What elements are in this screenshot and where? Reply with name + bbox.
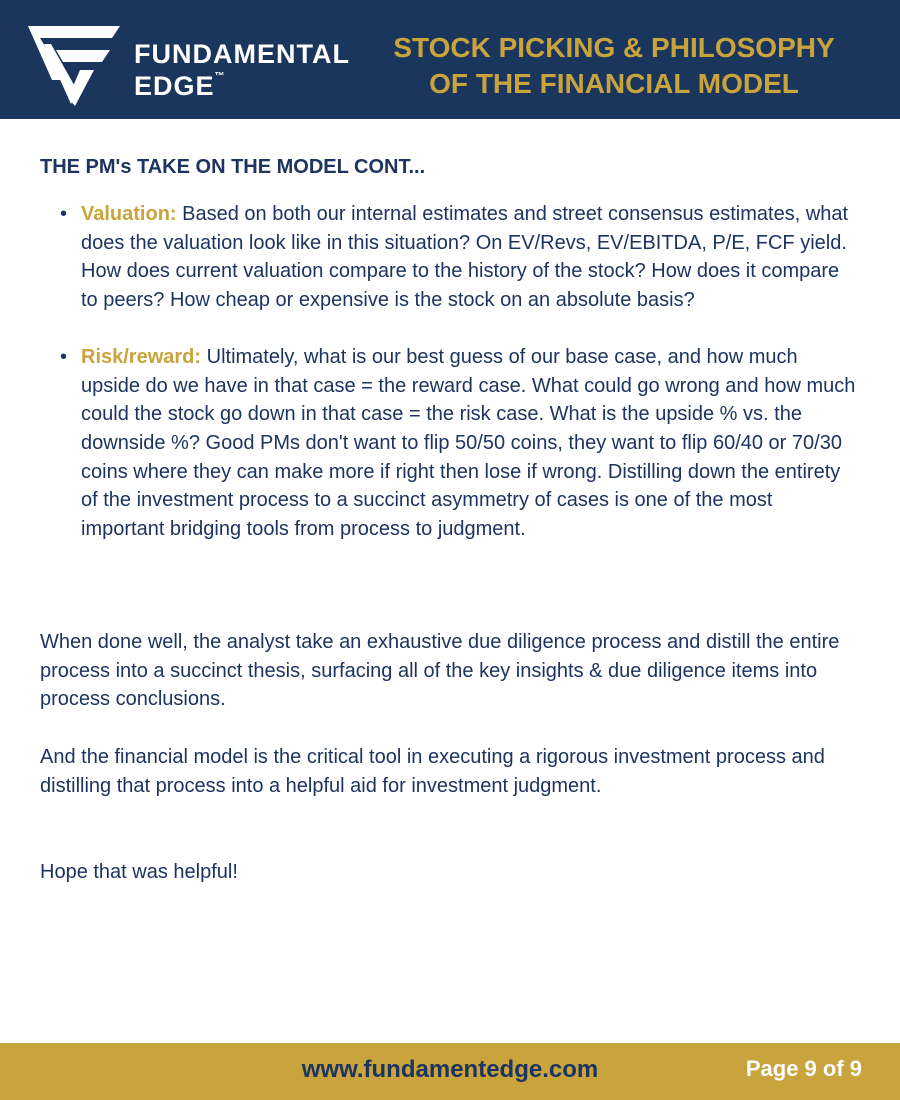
paragraph-analyst-thesis: When done well, the analyst take an exhaustive due diligence process and distill the entire process into a succinct thesis, surfacing all of the key insights & due diligence items into process conclusions. (40, 631, 840, 711)
brand-name (134, 38, 350, 102)
trademark-symbol: ™ (214, 71, 225, 82)
document-title-line-2: OF THE FINANCIAL MODEL (429, 68, 799, 99)
paragraph-financial-model: And the financial model is the critical tool in executing a rigorous investment process and distilling that process into a helpful aid for investment judgment. (40, 746, 825, 797)
bullet-dot-icon: • (60, 203, 68, 225)
bullet-term: Risk/reward: (81, 345, 202, 368)
brand-line-2 (134, 70, 350, 102)
bullet-text: Based on both our internal estimates and street consensus estimates, what does the valuation look like in this situation? On EV/Revs, EV/EBITDA, P/E, FCF yield. How does current valuation compare to the history of the stock? How does it compare to peers? How cheap or expensive is the stock on an absolute basis? (81, 203, 849, 312)
page-number: Page 9 of 9 (745, 1056, 862, 1081)
brand-edge: EDGE (134, 71, 215, 101)
bullet-item-risk-reward (60, 343, 860, 544)
paragraph-closing: Hope that was helpful! (40, 861, 238, 883)
section-heading: THE PM's TAKE ON THE MODEL CONT... (40, 156, 426, 178)
fundamental-edge-logo-icon (28, 26, 120, 108)
bullet-text: Ultimately, what is our best guess of our base case, and how much upside do we have in that case = the reward case. What could go wrong and how much could the stock go down in that case = the risk case. What is the upside % vs. the downside %? Good PMs don't want to flip 50/50 coins, they want to flip 60/40 or 70/30 coins where they can make more if right then lose if wrong. Distilling down the entirety of the investment process to a succinct asymmetry of cases is one of the most important bridging tools from process to judgment. (81, 345, 856, 541)
bullet-term: Valuation: (81, 203, 177, 225)
document-title (376, 30, 852, 102)
header-banner (0, 0, 900, 119)
document-title-line-1: STOCK PICKING & PHILOSOPHY (393, 32, 835, 63)
website-link[interactable]: www.fundamentedge.com (301, 1056, 599, 1083)
bullet-dot-icon: • (60, 345, 68, 368)
bullet-list (60, 200, 860, 572)
bullet-item-valuation (60, 200, 860, 315)
footer-bar (0, 1043, 900, 1100)
brand-line-1: FUNDAMENTAL (134, 39, 350, 69)
